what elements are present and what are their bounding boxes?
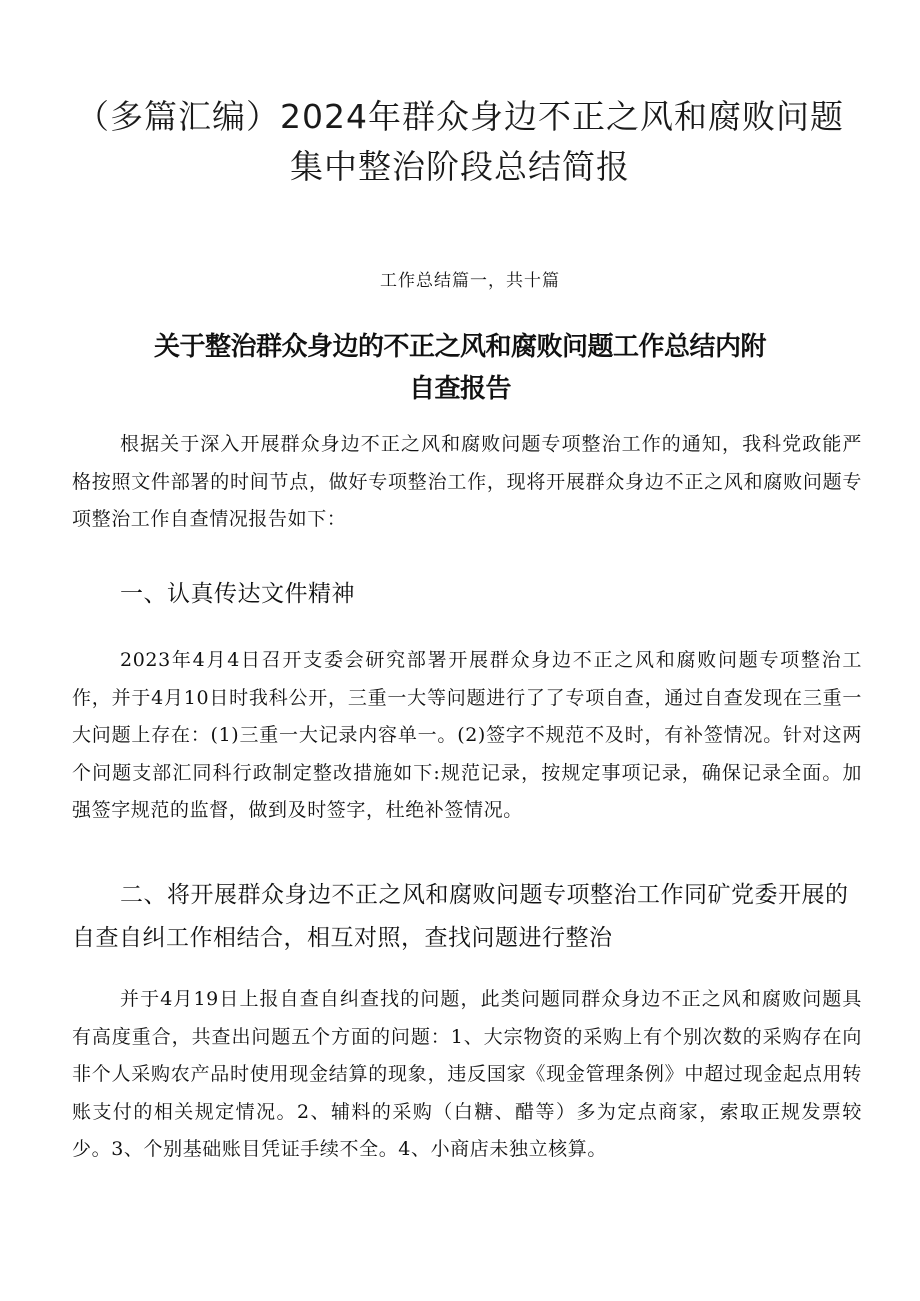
section-2-paragraph: 并于4月19日上报自查自纠查找的问题，此类问题同群众身边不正之风和腐败问题具有高度重合，共查出问题五个方面的问题：1、大宗物资的采购上有个别次数的采购存在向非个人采购农产品时使用现金结算的现象，违反国家《现金管理条例》中超过现金起点用转账支付的相关规定情况。2、辅料的采购（白糖、醋等）多为定点商家，索取正规发票较少。3、个别基础账目凭证手续不全。4、小商店未独立核算。 xyxy=(72,988,862,1161)
document-title xyxy=(60,92,860,192)
document-subtitle: 工作总结篇一，共十篇 xyxy=(380,271,560,291)
section-heading-2: 二、将开展群众身边不正之风和腐败问题专项整治工作同矿党委开展的自查自纠工作相结合，相互对照，查找问题进行整治 xyxy=(72,882,849,951)
document-title-line-2: 集中整治阶段总结简报 xyxy=(290,147,630,186)
section-heading-1: 一、认真传达文件精神 xyxy=(120,581,355,607)
document-title-line-1: （多篇汇编）2024年群众身边不正之风和腐败问题 xyxy=(76,97,844,136)
report-title-line-2: 自查报告 xyxy=(408,374,511,404)
section-1-paragraph: 2023年4月4日召开支委会研究部署开展群众身边不正之风和腐败问题专项整治工作，并于4月10日时我科公开，三重一大等问题进行了了专项自查，通过自查发现在三重一大问题上存在：(1)三重一大记录内容单一。(2)签字不规范不及时，有补签情况。针对这两个问题支部汇同科行政制定整改措施如下:规范记录，按规定事项记录，确保记录全面。加强签字规范的监督，做到及时签字，杜绝补签情况。 xyxy=(72,649,862,822)
report-title-line-1: 关于整治群众身边的不正之风和腐败问题工作总结内附 xyxy=(153,332,766,362)
report-title xyxy=(90,326,830,410)
intro-paragraph: 根据关于深入开展群众身边不正之风和腐败问题专项整治工作的通知，我科党政能严格按照文件部署的时间节点，做好专项整治工作，现将开展群众身边不正之风和腐败问题专项整治工作自查情况报告如下： xyxy=(72,433,862,531)
